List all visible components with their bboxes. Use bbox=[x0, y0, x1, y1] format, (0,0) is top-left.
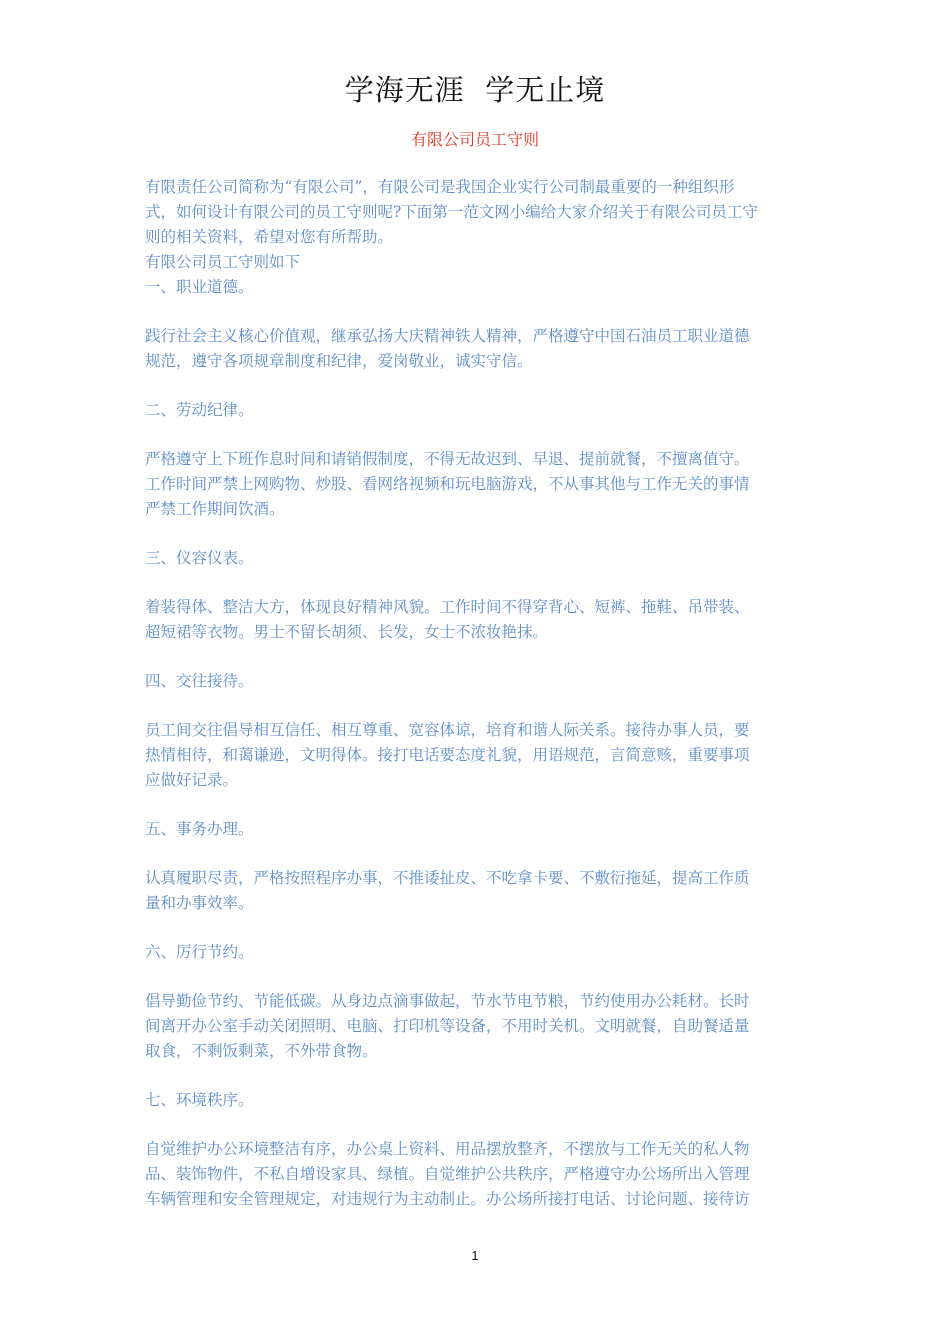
body-line: 工作时间严禁上网购物、炒股、看网络视频和玩电脑游戏，不从事其他与工作无关的事情 bbox=[145, 475, 750, 493]
paragraph-gap bbox=[145, 300, 808, 324]
section-body-5 bbox=[145, 866, 808, 916]
section-heading-3: 三、仪容仪表。 bbox=[145, 549, 254, 567]
paragraph-gap bbox=[145, 916, 808, 940]
body-line: 热情相待，和蔼谦逊，文明得体。接打电话要态度礼貌，用语规范，言简意赅，重要事项 bbox=[145, 746, 750, 764]
paragraph-gap bbox=[145, 694, 808, 718]
paragraph-gap bbox=[145, 374, 808, 398]
body-line: 倡导勤俭节约、节能低碳。从身边点滴事做起，节水节电节粮，节约使用办公耗材。长时 bbox=[145, 992, 750, 1010]
body-line: 应做好记录。 bbox=[145, 771, 239, 789]
paragraph-gap bbox=[145, 423, 808, 447]
body-line: 车辆管理和安全管理规定，对违规行为主动制止。办公场所接打电话、讨论问题、接待访 bbox=[145, 1190, 750, 1208]
document-title: 有限公司员工守则 bbox=[410, 130, 539, 149]
section-body-4 bbox=[145, 718, 808, 793]
intro-line: 有限责任公司简称为“有限公司”，有限公司是我国企业实行公司制最重要的一种组织形 bbox=[145, 178, 735, 196]
intro-paragraph bbox=[145, 175, 808, 250]
paragraph-gap bbox=[145, 965, 808, 989]
section-heading-5: 五、事务办理。 bbox=[145, 820, 254, 838]
paragraph-gap bbox=[145, 1064, 808, 1088]
intro-line: 式，如何设计有限公司的员工守则呢?下面第一范文网小编给大家介绍关于有限公司员工守 bbox=[145, 203, 758, 221]
body-line: 自觉维护办公环境整洁有序，办公桌上资料、用品摆放整齐，不摆放与工作无关的私人物 bbox=[145, 1140, 750, 1158]
paragraph-gap bbox=[145, 793, 808, 817]
paragraph-gap bbox=[145, 645, 808, 669]
body-line: 品、装饰物件，不私自增设家具、绿植。自觉维护公共秩序，严格遵守办公场所出入管理 bbox=[145, 1165, 750, 1183]
body-line: 认真履职尽责，严格按照程序办事，不推诿扯皮、不吃拿卡要、不敷衍拖延，提高工作质 bbox=[145, 869, 750, 887]
paragraph-gap bbox=[145, 842, 808, 866]
body-line: 严禁工作期间饮酒。 bbox=[145, 500, 285, 518]
paragraph-gap bbox=[145, 522, 808, 546]
paragraph-gap bbox=[145, 571, 808, 595]
section-heading-2: 二、劳动纪律。 bbox=[145, 401, 254, 419]
section-body-2 bbox=[145, 447, 808, 522]
body-line: 量和办事效率。 bbox=[145, 894, 254, 912]
section-heading-7: 七、环境秩序。 bbox=[145, 1091, 254, 1109]
document-body bbox=[145, 175, 808, 1212]
section-heading-1: 一、职业道德。 bbox=[145, 278, 254, 296]
page-header-title: 学海无涯 学无止境 bbox=[344, 73, 606, 107]
lead-line: 有限公司员工守则如下 bbox=[145, 253, 301, 271]
body-line: 员工间交往倡导相互信任、相互尊重、宽容体谅，培育和谐人际关系。接待办事人员，要 bbox=[145, 721, 750, 739]
body-line: 间离开办公室手动关闭照明、电脑、打印机等设备，不用时关机。文明就餐，自助餐适量 bbox=[145, 1017, 750, 1035]
section-heading-6: 六、厉行节约。 bbox=[145, 943, 254, 961]
body-line: 超短裙等衣物。男士不留长胡须、长发，女士不浓妆艳抹。 bbox=[145, 623, 549, 641]
section-body-6 bbox=[145, 989, 808, 1064]
body-line: 严格遵守上下班作息时间和请销假制度，不得无故迟到、早退、提前就餐，不擅离值守。 bbox=[145, 450, 750, 468]
section-body-7 bbox=[145, 1137, 808, 1212]
body-line: 着装得体、整洁大方，体现良好精神风貌。工作时间不得穿背心、短裤、拖鞋、吊带装、 bbox=[145, 598, 750, 616]
body-line: 规范，遵守各项规章制度和纪律，爱岗敬业，诚实守信。 bbox=[145, 352, 533, 370]
intro-line: 则的相关资料，希望对您有所帮助。 bbox=[145, 228, 394, 246]
paragraph-gap bbox=[145, 1113, 808, 1137]
body-line: 践行社会主义核心价值观，继承弘扬大庆精神铁人精神，严格遵守中国石油员工职业道德 bbox=[145, 327, 750, 345]
section-body-1 bbox=[145, 324, 808, 374]
page-number: 1 bbox=[471, 1248, 479, 1263]
section-body-3 bbox=[145, 595, 808, 645]
section-heading-4: 四、交往接待。 bbox=[145, 672, 254, 690]
body-line: 取食，不剩饭剩菜，不外带食物。 bbox=[145, 1042, 378, 1060]
